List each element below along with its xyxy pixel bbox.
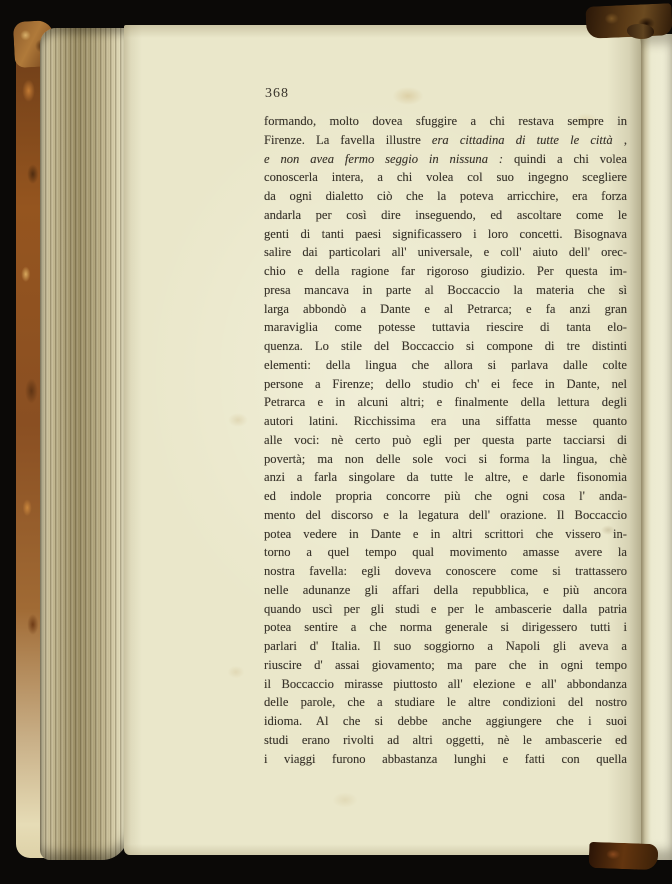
text-line: il Boccaccio mirasse piuttosto all' elezione e all' abbondanza <box>264 676 627 691</box>
text-line: quenza. Lo stile del Boccaccio si compone di tre distinti <box>264 339 627 353</box>
text-line: potea sentire a che norma generale si dirigessero tutti i <box>264 620 627 635</box>
text-line: studi erano rivolti ad altri oggetti, nè le ambascerie ed <box>264 732 627 747</box>
text-line: presa mancava in parte al Boccaccio la materia che sì <box>264 282 627 297</box>
text-line: conoscerla intera, a chi volea col suo ingegno scegliere <box>264 170 627 185</box>
text-line: mento del discorso e la legatura dell' orazione. Il Boccaccio <box>264 507 627 522</box>
text-line: da ogni dialetto ciò che la poteva arricchire, era forza <box>264 189 627 203</box>
text-line: torno a quel tempo qual movimento amasse avere la <box>264 545 627 560</box>
text-line: Firenze. La favella illustre era cittadina di tutte le città , <box>264 132 627 147</box>
fore-edge-pages <box>40 28 128 860</box>
text-line: e non avea fermo seggio in nissuna : quindi a chi volea <box>264 151 627 166</box>
text-lines <box>264 112 627 768</box>
text-line: nostra favella: egli doveva conoscere come si trattassero <box>264 564 627 578</box>
text-line: i viaggi furono abbastanza lunghi e fatti con quella <box>264 751 627 766</box>
text-line: andarla per così dire inseguendo, ed ascoltare come le <box>264 207 627 222</box>
text-line: alle voci: nè certo può egli per questa parte tacciarsi di <box>264 432 627 447</box>
page-text <box>264 112 627 768</box>
facing-page-sliver <box>640 34 672 860</box>
text-line: larga abbondò a Dante e al Petrarca; e fa anzi gran <box>264 301 627 316</box>
binding-top-detail <box>627 24 654 39</box>
text-line: autori latini. Ricchissima era una siffatta messe quanto <box>264 414 627 428</box>
text-line: elementi: della lingua che allora si parlava dalle colte <box>264 357 627 372</box>
binding-bottom <box>589 842 659 870</box>
text-line: povertà; ma non delle sole voci si forma la lingua, chè <box>264 451 627 466</box>
text-line: ed indole propria concorre più che ogni cosa l' anda- <box>264 489 627 503</box>
text-line: potea vedere in Dante e in altri scrittori che vissero in- <box>264 526 627 541</box>
text-line: idioma. Al che si debbe anche aggiungere che i suoi <box>264 714 627 728</box>
text-line: persone a Firenze; dello studio ch' ei fece in Dante, nel <box>264 376 627 391</box>
text-line: Petrarca e in alcuni altri; e finalmente della lettura degli <box>264 395 627 410</box>
text-line: salire dai particolari all' universale, e coll' aiuto dell' orec- <box>264 245 627 260</box>
text-line: delle parole, che a studiare le altre condizioni del nostro <box>264 695 627 710</box>
text-line: quando uscì per gli studi e per le ambascerie dalla patria <box>264 601 627 616</box>
text-line: nelle adunanze gli affari della repubblica, e più ancora <box>264 582 627 597</box>
text-line: formando, molto dovea sfuggire a chi restava sempre in <box>264 114 627 128</box>
text-line: maraviglia come potesse tuttavia riescire di tanta elo- <box>264 320 627 335</box>
text-line: riuscire d' assai giovamento; ma pare che in ogni tempo <box>264 657 627 672</box>
text-line: chio e della ragione far rigoroso giudizio. Per questa im- <box>264 264 627 278</box>
page-number: 368 <box>265 86 289 101</box>
text-line: anzi a farla singolare da tutte le altre, e darle fisonomia <box>264 470 627 485</box>
text-line: parlari d' Italia. Il suo soggiorno a Napoli gli aveva a <box>264 639 627 653</box>
text-line: genti di tanti paesi significassero i loro concetti. Bisognava <box>264 226 627 241</box>
